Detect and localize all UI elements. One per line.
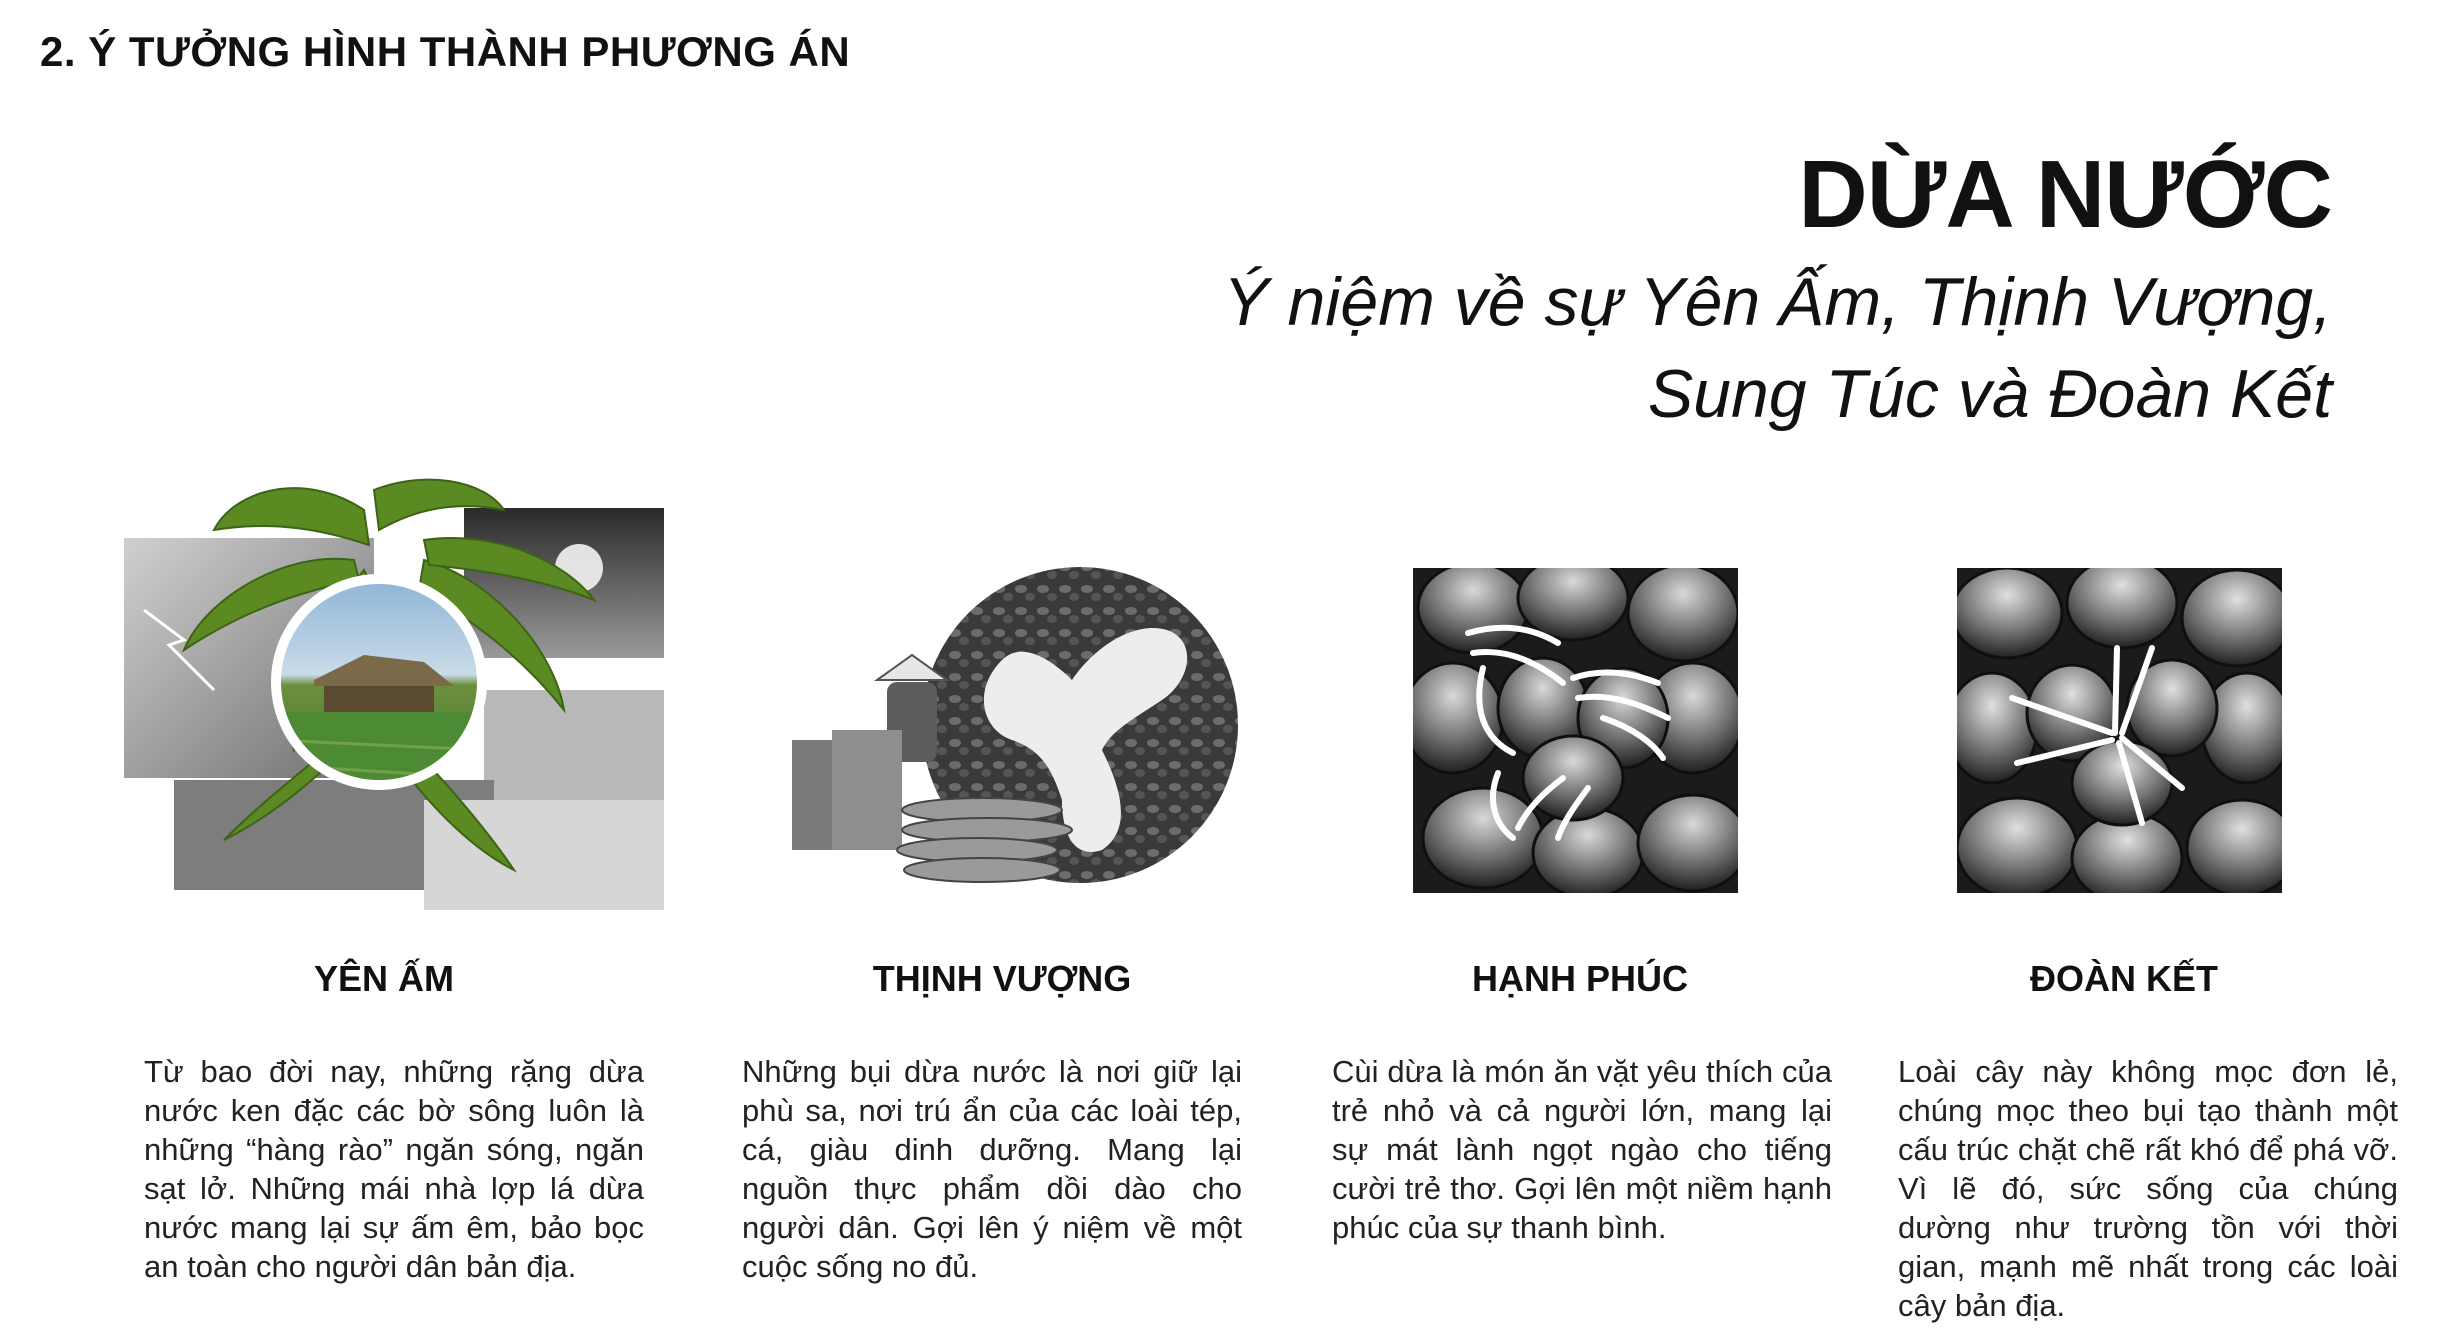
concept-description: Cùi dừa là món ăn vặt yêu thích của trẻ nhỏ và cả người lớn, mang lại sự mát lành ngọt ngào cho tiếng cười trẻ thơ. Gợi lên một niềm hạnh phúc của sự thanh bình. [1332,1054,1832,1245]
farmer-illustration [772,560,1272,920]
concept-title: HẠNH PHÚC [1472,958,1688,999]
collage-image-yen-am [124,450,684,920]
subtitle [1223,256,2332,440]
nipa-fruit-photo [1957,568,2282,893]
concept-description: Loài cây này không mọc đơn lẻ, chúng mọc theo bụi tạo thành một cấu trúc chặt chẽ rất khó để phá vỡ. Vì lẽ đó, sức sống của chúng dường như trường tồn với thời gian, mạnh mẽ nhất trong các loài cây bản địa. [1898,1054,2398,1323]
concept-title: ĐOÀN KẾT [2030,958,2218,999]
concept-description: Những bụi dừa nước là nơi giữ lại phù sa, nơi trú ẩn của các loài tép, cá, giàu dinh dưỡng. Mang lại nguồn thực phẩm dồi dào cho người dân. Gợi lên ý niệm về một cuộc sống no đủ. [742,1054,1242,1284]
concept-title: YÊN ẤM [313,958,454,999]
nipa-fruit-photo [1413,568,1738,893]
main-title: DỪA NƯỚC [1798,141,2332,248]
concept-title: THỊNH VƯỢNG [872,958,1132,999]
subtitle-line-1: Ý niệm về sự Yên Ấm, Thịnh Vượng, [1223,264,2332,340]
concept-description: Từ bao đời nay, những rặng dừa nước ken đặc các bờ sông luôn là những “hàng rào” ngăn sóng, ngăn sạt lở. Những mái nhà lợp lá dừa nước mang lại sự ấm êm, bảo bọc an toàn cho người dân bản địa. [144,1054,644,1284]
subtitle-line-2: Sung Túc và Đoàn Kết [1647,356,2332,432]
section-title: 2. Ý TƯỞNG HÌNH THÀNH PHƯƠNG ÁN [40,28,851,75]
